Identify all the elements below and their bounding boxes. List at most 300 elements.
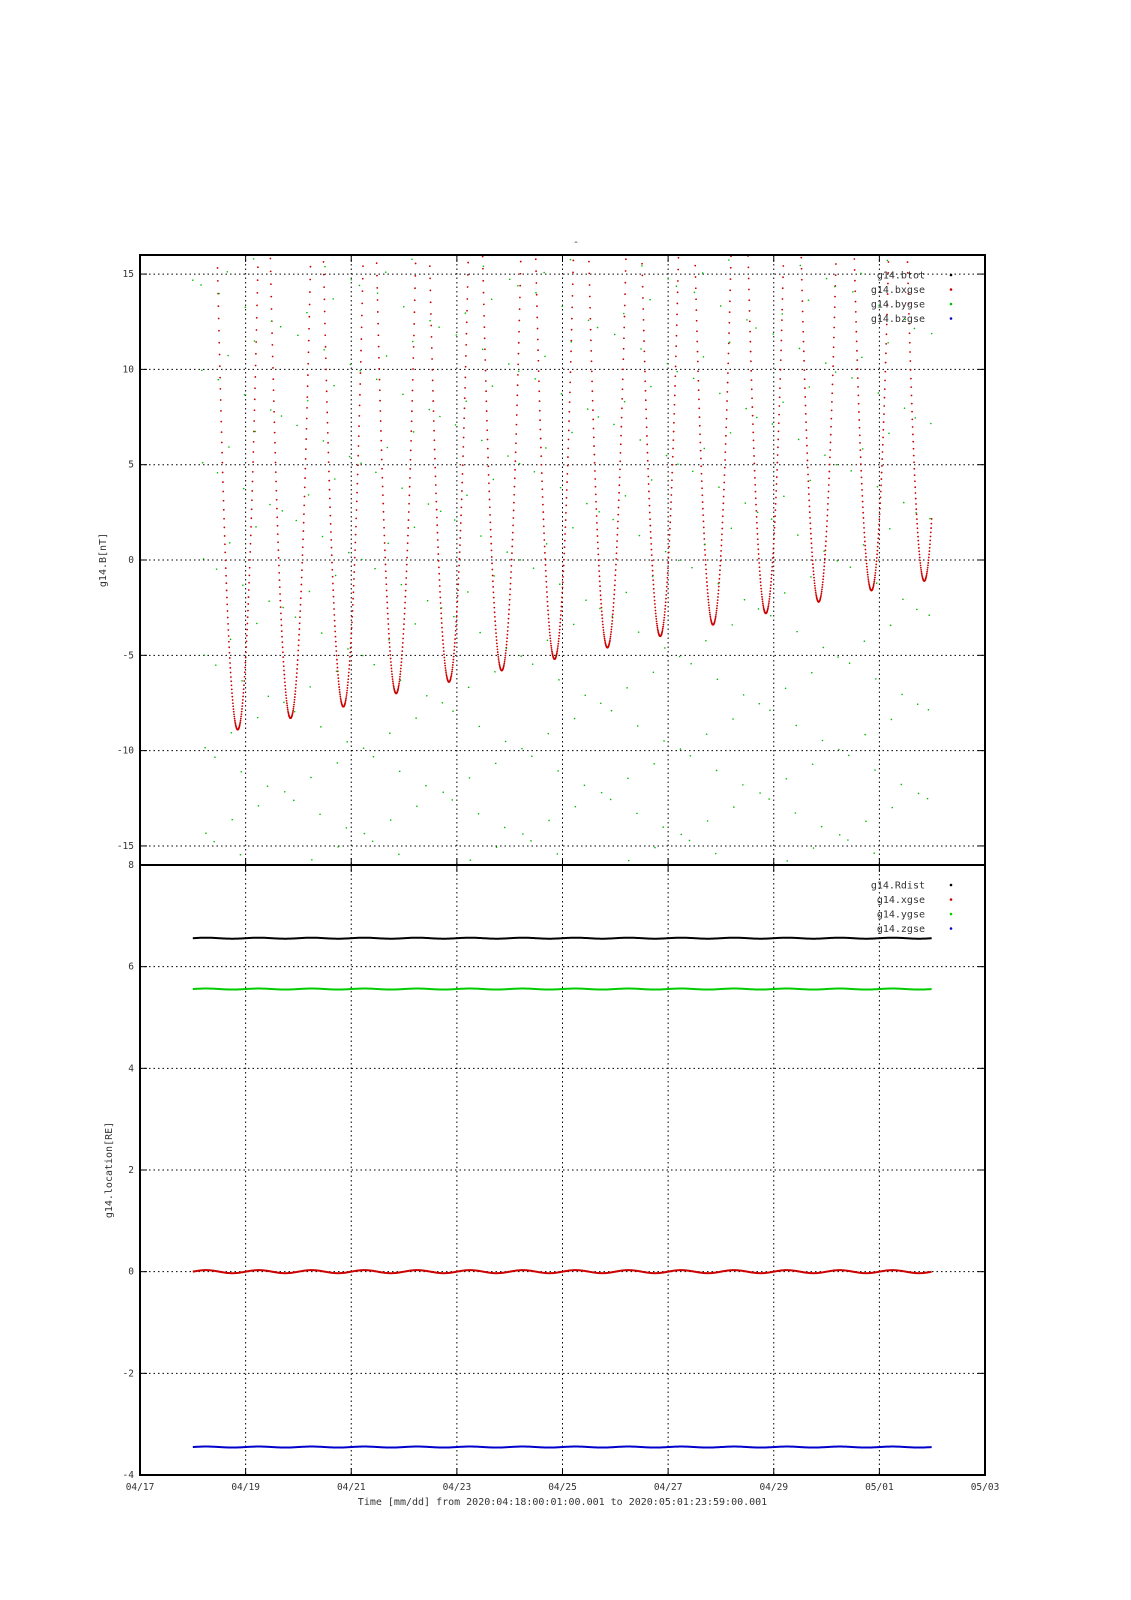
data-point: [588, 261, 590, 263]
y-tick-label: 10: [122, 364, 134, 376]
data-point: [689, 840, 691, 842]
data-point: [229, 667, 231, 669]
data-point: [786, 860, 788, 862]
data-point: [591, 371, 593, 373]
data-point: [542, 496, 544, 498]
data-point: [404, 602, 406, 604]
data-point: [332, 576, 334, 578]
data-point: [542, 511, 544, 513]
data-point: [453, 649, 455, 651]
data-point: [856, 359, 858, 361]
data-point: [380, 420, 382, 422]
data-point: [592, 409, 594, 411]
data-point: [567, 465, 569, 467]
data-point: [387, 623, 389, 625]
data-point: [308, 494, 310, 496]
data-point: [772, 562, 774, 564]
data-point: [776, 483, 778, 485]
data-point: [912, 434, 914, 436]
data-point: [667, 567, 669, 569]
data-point: [241, 711, 243, 713]
data-point: [360, 350, 362, 352]
data-point: [849, 662, 851, 664]
data-point: [600, 702, 602, 704]
data-point: [399, 676, 401, 678]
data-point: [460, 530, 462, 532]
data-point: [878, 518, 880, 520]
data-point: [854, 290, 856, 292]
data-point: [723, 482, 725, 484]
data-point: [221, 462, 223, 464]
data-point: [518, 370, 520, 372]
data-point: [781, 309, 783, 311]
data-point: [874, 579, 876, 581]
data-point: [773, 538, 775, 540]
data-point: [755, 491, 757, 493]
data-point: [304, 486, 306, 488]
data-point: [593, 445, 595, 447]
data-point: [482, 349, 484, 351]
data-point: [533, 567, 535, 569]
data-point: [220, 399, 222, 401]
data-point: [255, 341, 257, 343]
data-point: [408, 519, 410, 521]
data-point: [407, 535, 409, 537]
data-point: [599, 585, 601, 587]
data-point: [227, 617, 229, 619]
data-point: [930, 527, 932, 529]
data-point: [646, 426, 648, 428]
data-point: [873, 584, 875, 586]
data-point: [389, 650, 391, 652]
data-point: [414, 299, 416, 301]
data-point: [414, 527, 416, 529]
data-point: [663, 624, 665, 626]
data-point: [742, 784, 744, 786]
data-point: [492, 586, 494, 588]
data-point: [914, 417, 916, 419]
data-point: [511, 546, 513, 548]
data-point: [674, 395, 676, 397]
data-point: [451, 673, 453, 675]
data-point: [403, 618, 405, 620]
data-point: [282, 607, 284, 609]
data-point: [382, 503, 384, 505]
data-point: [439, 585, 441, 587]
data-point: [504, 661, 506, 663]
data-point: [283, 674, 285, 676]
data-point: [327, 452, 329, 454]
data-point: [602, 626, 604, 628]
data-point: [916, 513, 918, 515]
data-point: [493, 597, 495, 599]
data-point: [921, 573, 923, 575]
data-point: [695, 287, 697, 289]
data-point: [512, 517, 514, 519]
data-point: [918, 793, 920, 795]
data-point: [225, 567, 227, 569]
data-point: [222, 481, 224, 483]
data-point: [359, 405, 361, 407]
data-point: [715, 612, 717, 614]
data-point: [488, 482, 490, 484]
data-point: [518, 331, 520, 333]
data-point: [346, 690, 348, 692]
data-point: [459, 537, 461, 539]
data-point: [592, 419, 594, 421]
data-point: [768, 600, 770, 602]
data-point: [620, 443, 622, 445]
data-point: [309, 291, 311, 293]
data-point: [820, 594, 822, 596]
data-point: [835, 274, 837, 276]
data-point: [517, 374, 519, 376]
data-point: [503, 663, 505, 665]
data-point: [644, 371, 646, 373]
data-point: [310, 777, 312, 779]
data-point: [670, 494, 672, 496]
data-point: [299, 616, 301, 618]
data-point: [297, 659, 299, 661]
data-point: [707, 589, 709, 591]
data-point: [250, 517, 252, 519]
data-point: [825, 536, 827, 538]
data-point: [748, 289, 750, 291]
data-point: [758, 608, 760, 610]
data-point: [439, 416, 441, 418]
data-point: [627, 778, 629, 780]
data-point: [601, 610, 603, 612]
data-point: [456, 606, 458, 608]
data-point: [506, 641, 508, 643]
data-point: [296, 672, 298, 674]
data-point: [885, 362, 887, 364]
data-point: [603, 636, 605, 638]
data-point: [697, 351, 699, 353]
data-point: [733, 806, 735, 808]
data-point: [219, 365, 221, 367]
data-point: [668, 546, 670, 548]
data-point: [928, 614, 930, 616]
data-point: [822, 740, 824, 742]
data-point: [778, 430, 780, 432]
data-point: [768, 602, 770, 604]
data-point: [602, 624, 604, 626]
y-tick-label: -4: [122, 1470, 134, 1481]
data-point: [297, 650, 299, 652]
data-point: [878, 533, 880, 535]
data-point: [667, 572, 669, 574]
data-point: [358, 425, 360, 427]
data-point: [647, 476, 649, 478]
data-point: [274, 442, 276, 444]
data-point: [643, 350, 645, 352]
data-point: [757, 543, 759, 545]
data-point: [285, 872, 287, 874]
data-point: [702, 508, 704, 510]
data-point: [293, 704, 295, 706]
data-point: [347, 681, 349, 683]
data-point: [920, 569, 922, 571]
data-point: [300, 604, 302, 606]
data-point: [509, 588, 511, 590]
data-point: [220, 421, 222, 423]
data-point: [390, 661, 392, 663]
data-point: [505, 741, 507, 743]
data-point: [614, 584, 616, 586]
data-point: [254, 398, 256, 400]
data-point: [535, 282, 537, 284]
data-point: [880, 497, 882, 499]
data-point: [340, 697, 342, 699]
data-point: [491, 562, 493, 564]
data-point: [926, 569, 928, 571]
data-point: [355, 534, 357, 536]
data-point: [278, 572, 280, 574]
data-point: [486, 410, 488, 412]
data-point: [706, 585, 708, 587]
data-point: [539, 400, 541, 402]
data-point: [909, 332, 911, 334]
data-point: [836, 464, 838, 466]
data-point: [520, 236, 522, 238]
data-point: [726, 409, 728, 411]
data-point: [802, 321, 804, 323]
data-point: [201, 369, 203, 371]
data-point: [709, 615, 711, 617]
data-point: [383, 527, 385, 529]
data-point: [674, 375, 676, 377]
data-point: [415, 237, 417, 239]
data-point: [496, 643, 498, 645]
data-point: [445, 667, 447, 669]
data-point: [655, 615, 657, 617]
data-point: [770, 615, 772, 617]
data-point: [647, 452, 649, 454]
data-point: [215, 664, 217, 666]
data-point: [372, 840, 374, 842]
data-point: [453, 656, 455, 658]
data-point: [706, 577, 708, 579]
data-point: [322, 536, 324, 538]
data-point: [830, 418, 832, 420]
data-point: [267, 785, 269, 787]
data-point: [641, 239, 643, 241]
data-point: [512, 524, 514, 526]
data-point: [847, 839, 849, 841]
data-point: [537, 339, 539, 341]
data-point: [353, 585, 355, 587]
data-point: [884, 380, 886, 382]
data-point: [621, 417, 623, 419]
data-point: [461, 498, 463, 500]
data-point: [888, 250, 890, 252]
data-point: [594, 478, 596, 480]
data-point: [701, 487, 703, 489]
data-point: [521, 748, 523, 750]
data-point: [300, 591, 302, 593]
data-point: [440, 602, 442, 604]
data-point: [362, 265, 364, 267]
data-point: [379, 410, 381, 412]
data-point: [650, 537, 652, 539]
data-point: [362, 655, 364, 657]
data-point: [619, 469, 621, 471]
data-point: [430, 313, 432, 315]
data-point: [221, 431, 223, 433]
data-point: [285, 697, 287, 699]
data-point: [323, 261, 325, 263]
data-point: [387, 607, 389, 609]
data-point: [808, 493, 810, 495]
data-point: [677, 269, 679, 271]
data-point: [271, 332, 273, 334]
data-point: [670, 501, 672, 503]
data-point: [478, 813, 480, 815]
y-tick-label: -2: [122, 1368, 134, 1380]
data-point: [454, 642, 456, 644]
data-point: [487, 439, 489, 441]
data-point: [490, 536, 492, 538]
data-point: [599, 580, 601, 582]
data-point: [535, 258, 537, 260]
data-point: [257, 279, 259, 281]
data-point: [825, 540, 827, 542]
data-point: [575, 806, 577, 808]
data-point: [809, 386, 811, 388]
data-point: [434, 449, 436, 451]
data-point: [451, 674, 453, 676]
data-point: [601, 792, 603, 794]
data-point: [273, 411, 275, 413]
data-point: [639, 535, 641, 537]
data-point: [706, 581, 708, 583]
data-point: [412, 341, 414, 343]
data-point: [614, 589, 616, 591]
data-point: [280, 326, 282, 328]
data-point: [389, 646, 391, 648]
data-point: [696, 341, 698, 343]
data-point: [495, 624, 497, 626]
data-point: [655, 610, 657, 612]
data-point: [827, 497, 829, 499]
data-point: [614, 334, 616, 336]
data-point: [915, 508, 917, 510]
data-point: [928, 709, 930, 711]
data-point: [467, 262, 469, 264]
data-point: [594, 470, 596, 472]
data-point: [468, 249, 470, 251]
data-point: [676, 324, 678, 326]
data-point: [803, 350, 805, 352]
data-point: [531, 755, 533, 757]
data-point: [251, 508, 253, 510]
data-point: [667, 363, 669, 365]
data-point: [879, 513, 881, 515]
data-point: [352, 598, 354, 600]
data-point: [650, 531, 652, 533]
data-point: [811, 551, 813, 553]
data-point: [334, 478, 336, 480]
data-point: [600, 603, 602, 605]
data-point: [220, 410, 222, 412]
data-point: [444, 662, 446, 664]
data-point: [253, 258, 255, 260]
data-point: [453, 653, 455, 655]
data-point: [883, 405, 885, 407]
data-point: [919, 559, 921, 561]
data-point: [583, 866, 585, 868]
data-point: [751, 397, 753, 399]
data-point: [541, 488, 543, 490]
data-point: [824, 554, 826, 556]
data-point: [835, 371, 837, 373]
data-point: [520, 273, 522, 275]
data-point: [884, 371, 886, 373]
y-tick-label: 8: [128, 860, 134, 871]
data-point: [751, 406, 753, 408]
data-point: [914, 486, 916, 488]
data-point: [879, 508, 881, 510]
data-point: [717, 599, 719, 601]
data-point: [725, 435, 727, 437]
data-point: [723, 496, 725, 498]
data-point: [643, 340, 645, 342]
data-point: [336, 659, 338, 661]
data-point: [249, 551, 251, 553]
data-point: [245, 657, 247, 659]
data-point: [728, 332, 730, 334]
data-point: [815, 589, 817, 591]
data-point: [510, 571, 512, 573]
data-point: [466, 310, 468, 312]
data-point: [241, 705, 243, 707]
data-point: [852, 291, 854, 293]
data-point: [254, 376, 256, 378]
data-point: [859, 449, 861, 451]
data-point: [859, 442, 861, 444]
data-point: [224, 535, 226, 537]
data-point: [204, 747, 206, 749]
data-point: [451, 879, 453, 881]
data-point: [838, 749, 840, 751]
data-point: [440, 511, 442, 513]
data-point: [821, 826, 823, 828]
data-point: [648, 483, 650, 485]
data-point: [876, 557, 878, 559]
data-point: [304, 496, 306, 498]
data-point: [888, 261, 890, 263]
data-point: [458, 558, 460, 560]
data-point: [333, 385, 335, 387]
data-point: [806, 452, 808, 454]
data-point: [618, 499, 620, 501]
data-point: [455, 630, 457, 632]
data-point: [443, 653, 445, 655]
data-point: [780, 369, 782, 371]
data-point: [281, 415, 283, 417]
data-point: [570, 361, 572, 363]
data-point: [774, 509, 776, 511]
data-point: [676, 371, 678, 373]
data-point: [651, 554, 653, 556]
data-point: [512, 532, 514, 534]
data-point: [610, 629, 612, 631]
data-point: [876, 550, 878, 552]
data-point: [834, 317, 836, 319]
data-point: [779, 396, 781, 398]
data-point: [612, 519, 614, 521]
